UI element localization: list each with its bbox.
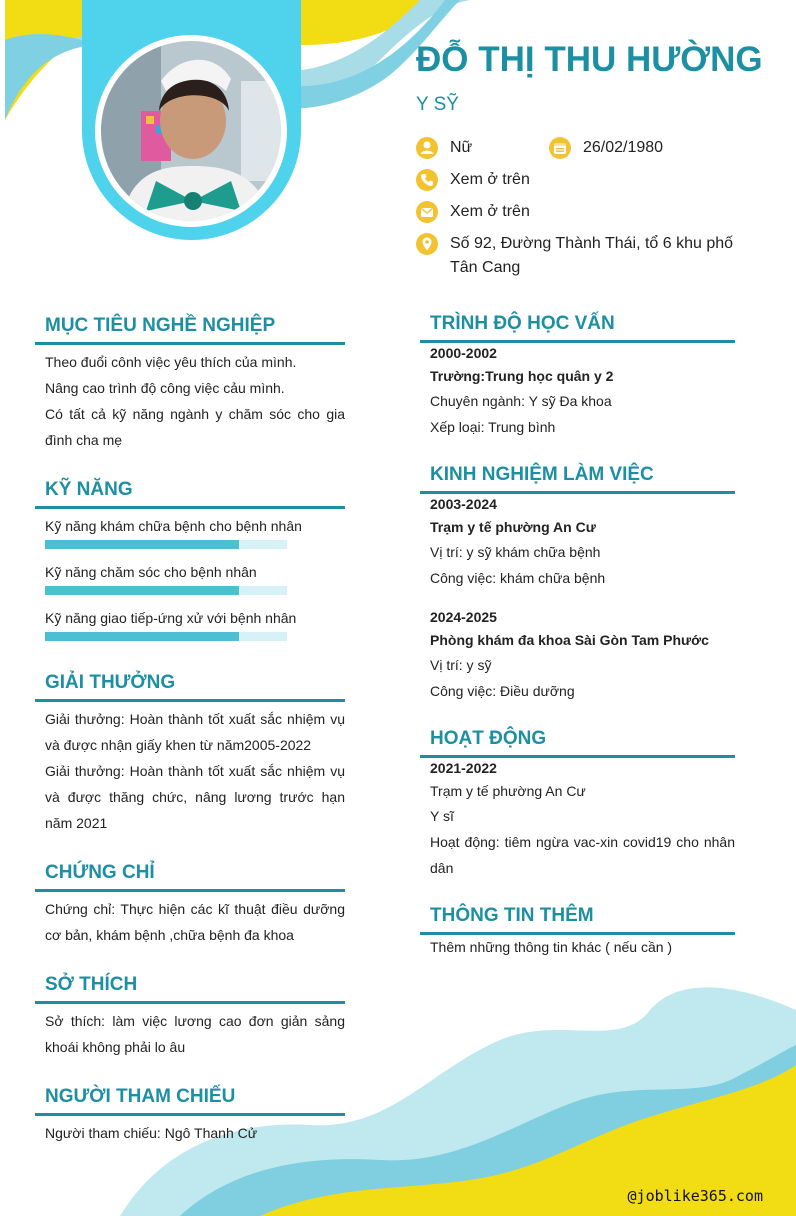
profile-photo (101, 41, 281, 221)
award-text: Giải thưởng: Hoàn thành tốt xuất sắc nhiệm vụ và được thăng chức, nâng lương trước hạn năm 2021 (45, 763, 345, 831)
email-value: Xem ở trên (450, 203, 530, 220)
location-pin-icon (416, 233, 438, 255)
experience-period: 2024-2025 (430, 609, 497, 625)
skill-bar-fill (45, 586, 239, 595)
education-grade: Xếp loại: Trung bình (430, 419, 556, 435)
references-text: Người tham chiếu: Ngô Thanh Cử (45, 1125, 258, 1141)
career-goal-line: Nâng cao trình độ công việc cảu mình. (45, 380, 285, 396)
awards-title: GIẢI THƯỞNG (35, 671, 345, 702)
education-period: 2000-2002 (430, 345, 497, 361)
education-school: Trường:Trung học quân y 2 (430, 368, 614, 384)
activity-role: Y sĩ (430, 808, 454, 824)
skill-bar-fill (45, 632, 239, 641)
certificates-title: CHỨNG CHỈ (35, 861, 345, 892)
skill-bar (45, 632, 287, 641)
career-goal-line: Có tất cả kỹ năng ngành y chăm sóc cho gia đình cha mẹ (45, 406, 345, 448)
career-goal-title: MỤC TIÊU NGHỀ NGHIỆP (35, 314, 345, 345)
skill-bar (45, 540, 287, 549)
email-icon (416, 201, 438, 223)
email-row (416, 200, 530, 224)
activity-desc: Hoạt động: tiêm ngừa vac-xin covid19 cho nhân dân (430, 834, 735, 876)
skill-label: Kỹ năng khám chữa bệnh cho bệnh nhân (45, 518, 302, 534)
phone-value: Xem ở trên (450, 171, 530, 188)
address-row (416, 232, 761, 280)
experience-title: KINH NGHIỆM LÀM VIỆC (420, 463, 735, 494)
extra-info-text: Thêm những thông tin khác ( nếu cần ) (430, 939, 673, 955)
skill-bar (45, 586, 287, 595)
skill-label: Kỹ năng chăm sóc cho bệnh nhân (45, 564, 257, 580)
job-title: Y SỸ (416, 94, 459, 115)
extra-info-title: THÔNG TIN THÊM (420, 904, 735, 935)
experience-position: Vị trí: y sỹ (430, 657, 492, 673)
address-value: Số 92, Đường Thành Thái, tổ 6 khu phố Tân Cang (450, 235, 734, 276)
gender-row (416, 136, 472, 160)
experience-company: Trạm y tế phường An Cư (430, 519, 596, 535)
candidate-name: ĐỖ THỊ THU HƯỜNG (416, 40, 763, 79)
skill-bar-fill (45, 540, 239, 549)
experience-period: 2003-2024 (430, 496, 497, 512)
birthdate-value: 26/02/1980 (583, 139, 664, 156)
experience-position: Vị trí: y sỹ khám chữa bệnh (430, 544, 601, 560)
references-title: NGƯỜI THAM CHIẾU (35, 1085, 345, 1116)
footer-watermark: @joblike365.com (627, 1187, 763, 1205)
phone-icon (416, 169, 438, 191)
birthdate-row (549, 136, 663, 160)
experience-company: Phòng khám đa khoa Sài Gòn Tam Phước (430, 632, 709, 648)
certificate-text: Chứng chỉ: Thực hiện các kĩ thuật điều dưỡng cơ bản, khám bệnh ,chữa bệnh đa khoa (45, 901, 345, 943)
education-title: TRÌNH ĐỘ HỌC VẤN (420, 312, 735, 343)
hobbies-title: SỞ THÍCH (35, 973, 345, 1004)
calendar-icon (549, 137, 571, 159)
activities-title: HOẠT ĐỘNG (420, 727, 735, 758)
experience-work: Công việc: khám chữa bệnh (430, 570, 606, 586)
skill-label: Kỹ năng giao tiếp-ứng xử với bệnh nhân (45, 610, 297, 626)
hobbies-text: Sở thích: làm việc lương cao đơn giản sảng khoái không phải lo âu (45, 1013, 345, 1055)
award-text: Giải thưởng: Hoàn thành tốt xuất sắc nhiệm vụ và được nhận giấy khen từ năm2005-2022 (45, 711, 345, 753)
skills-title: KỸ NĂNG (35, 478, 345, 509)
experience-work: Công việc: Điều dưỡng (430, 683, 575, 699)
person-icon (416, 137, 438, 159)
phone-row (416, 168, 530, 192)
gender-value: Nữ (450, 139, 473, 156)
education-major: Chuyên ngành: Y sỹ Đa khoa (430, 393, 612, 409)
activity-period: 2021-2022 (430, 760, 497, 776)
activity-org: Trạm y tế phường An Cư (430, 783, 586, 799)
career-goal-line: Theo đuổi cônh việc yêu thích của mình. (45, 354, 297, 370)
